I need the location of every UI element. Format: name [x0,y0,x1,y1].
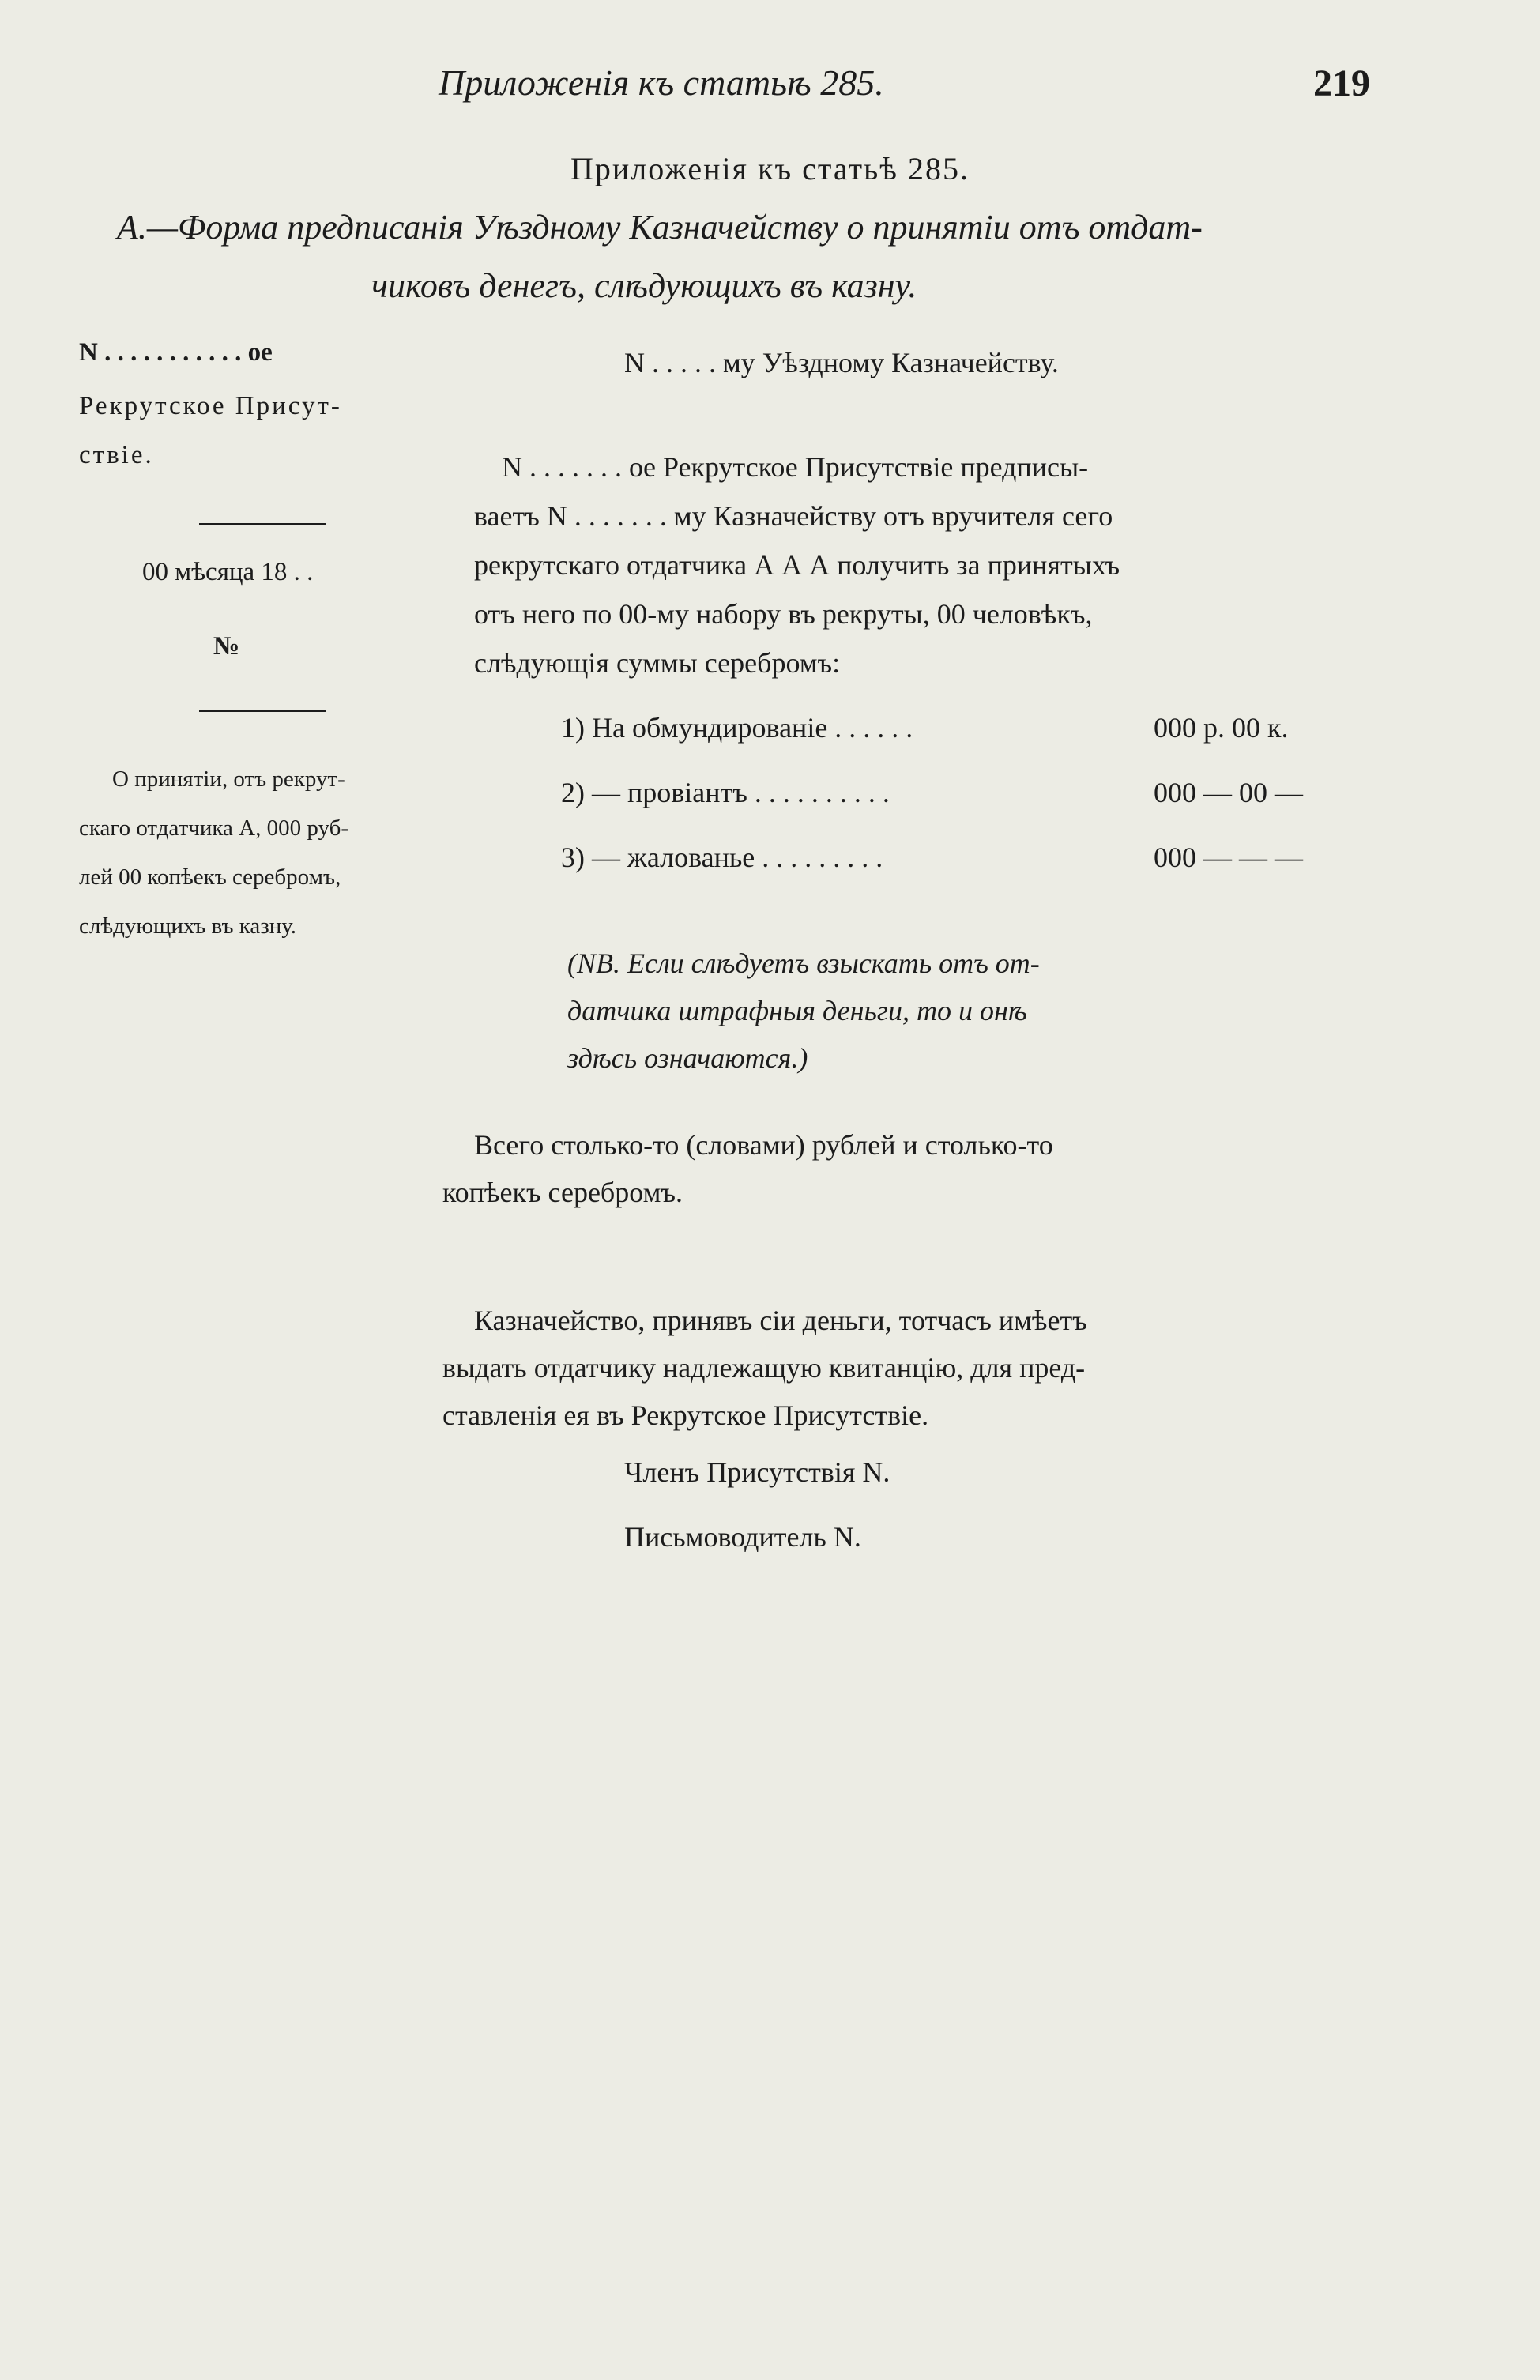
item-label: 2) — провіантъ . . . . . . . . . . [561,777,890,808]
body-line: N . . . . . . . oe Рекрутское Присутствіе предписы- [502,451,1089,483]
left-number-line: N . . . . . . . . . . . oe [79,338,273,367]
office-name-line-2: ствіе. [79,441,154,469]
office-name-line-1: Рекрутское Присут- [79,392,342,420]
signature-member: Членъ Присутствія N. [624,1456,890,1488]
total-line: Всего столько-то (словами) рублей и столько-то [474,1129,1053,1161]
subject-line: слѣдующихъ въ казну. [79,913,297,939]
subject-line: лей 00 копѣекъ серебромъ, [79,864,341,890]
subject-line: О принятіи, отъ рекрут- [112,766,345,792]
item-label: 1) На обмундированіе . . . . . . [561,712,913,744]
instruction-line: ставленія ея въ Рекрутское Присутствіе. [442,1399,929,1431]
item-amount: 000 — — — [1154,842,1303,873]
item-label: 3) — жалованье . . . . . . . . . [561,842,883,873]
note-line: здѣсь означаются.) [567,1042,808,1074]
note-line: датчика штрафныя деньги, то и онѣ [567,995,1027,1026]
instruction-line: выдать отдатчику надлежащую квитанцію, для пред- [442,1352,1086,1384]
signature-clerk: Письмоводитель N. [624,1521,861,1553]
instruction-line: Казначейство, принявъ сіи деньги, тотчасъ имѣетъ [474,1305,1087,1336]
body-line: рекрутскаго отдатчика А А А получить за принятыхъ [474,549,1120,581]
form-title-line-1: А.—Форма предписанія Уѣздному Казначейству о принятіи отъ отдат- [117,208,1203,247]
body-line: отъ него по 00-му набору въ рекруты, 00 человѣкъ, [474,598,1093,630]
note-line: (NB. Если слѣдуетъ взыскать отъ от- [567,947,1040,979]
date-line: 00 мѣсяца 18 . . [142,558,314,586]
running-title: Приложенія къ статьѣ 285. [439,62,884,103]
total-line: копѣекъ серебромъ. [442,1177,683,1208]
subject-line: скаго отдатчика А, 000 руб- [79,815,348,841]
addressee-line: N . . . . . му Уѣздному Казначейству. [624,347,1059,378]
page-number: 219 [1313,62,1370,104]
number-sign: № [213,632,240,661]
body-line: слѣдующія суммы серебромъ: [474,647,841,679]
item-amount: 000 р. 00 к. [1154,712,1289,744]
section-heading: Приложенія къ статьѣ 285. [570,151,970,186]
item-amount: 000 — 00 — [1154,777,1303,808]
divider-rule [199,710,326,712]
form-title-line-2: чиковъ денегъ, слѣдующихъ въ казну. [371,266,917,305]
body-line: ваетъ N . . . . . . . му Казначейству отъ вручителя сего [474,500,1113,532]
divider-rule [199,523,326,525]
